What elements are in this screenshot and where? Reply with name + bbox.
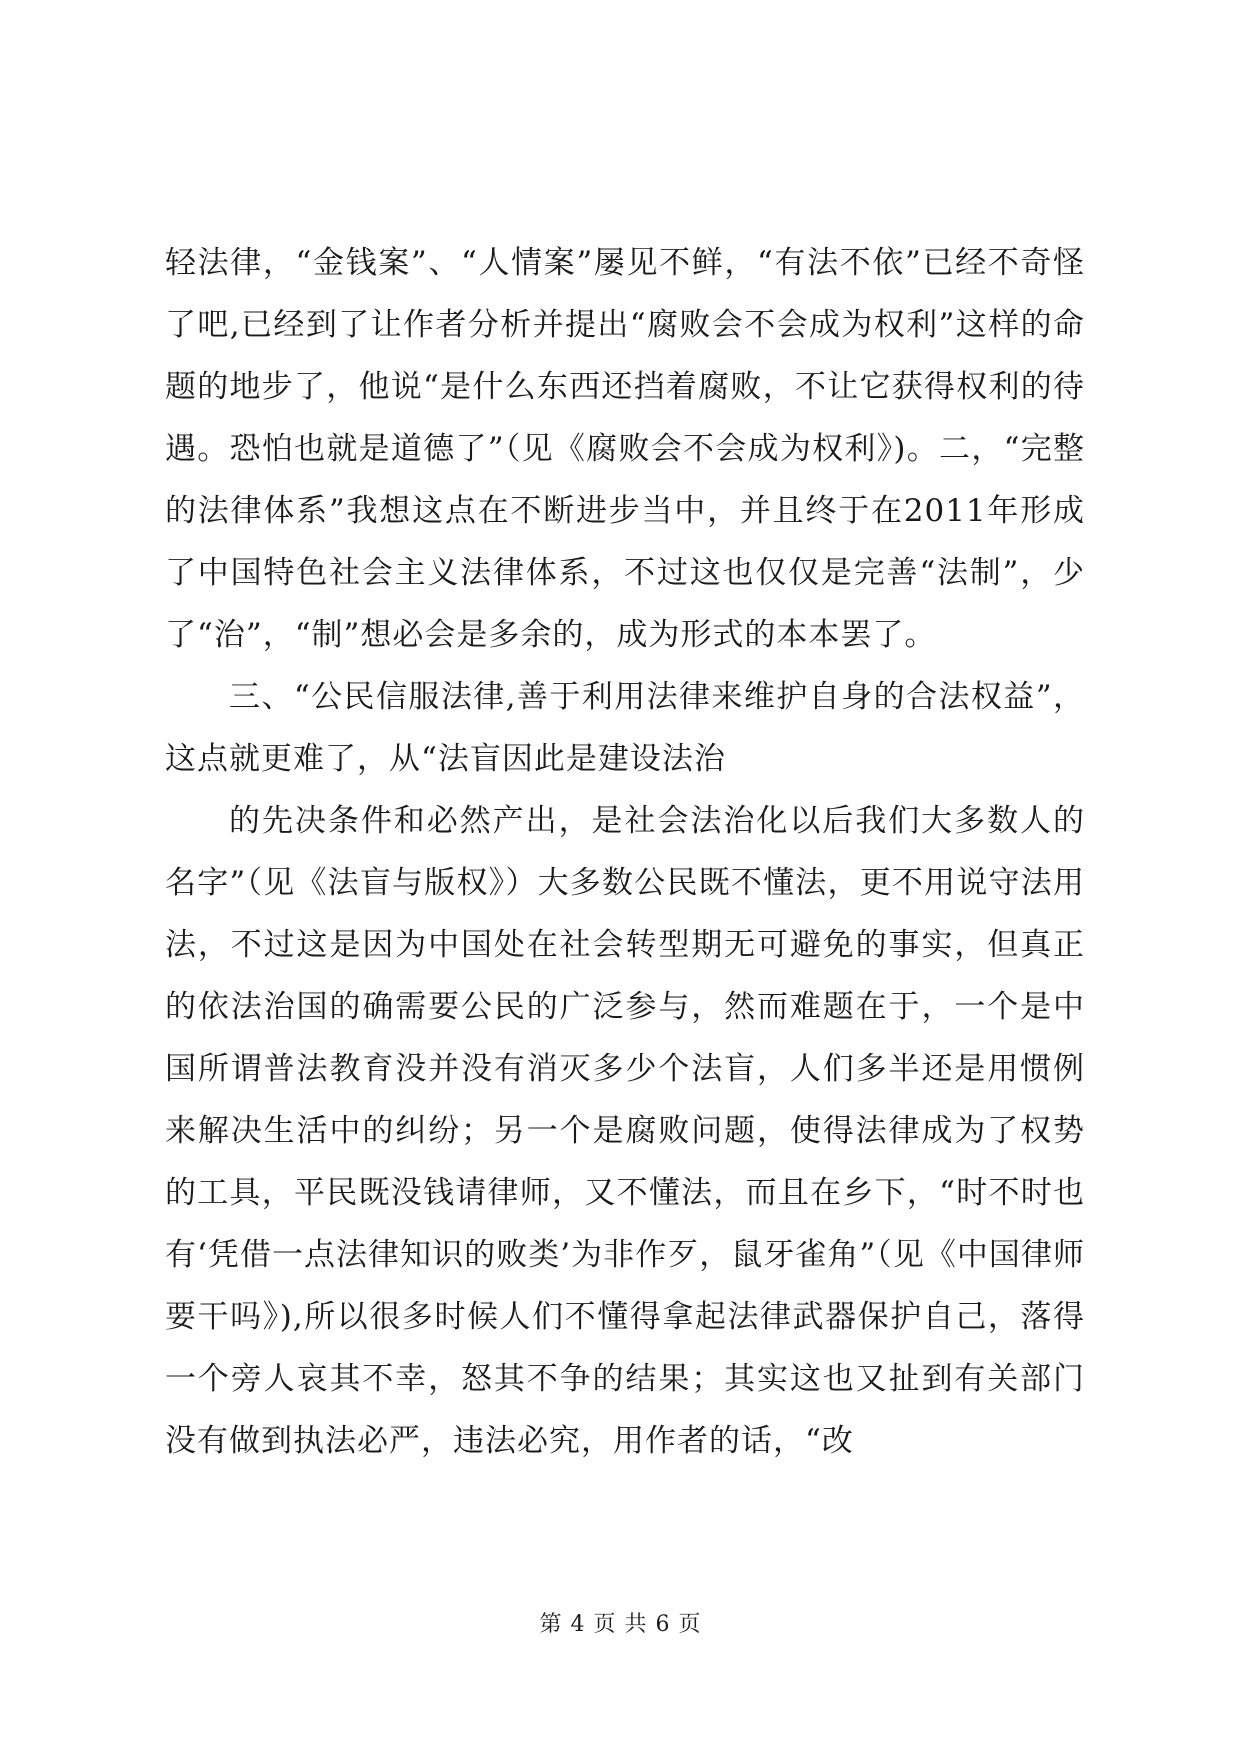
paragraph-2: 三、“公民信服法律,善于利用法律来维护自身的合法权益”，这点就更难了，从“法盲因此是建设法治 [165,679,1085,777]
document-body [165,232,1085,1472]
paragraph-1: 轻法律，“金钱案”、“人情案”屡见不鲜，“有法不依”已经不奇怪了吧,已经到了让作者分析并提出“腐败会不会成为权利”这样的命题的地步了，他说“是什么东西还挡着腐败，不让它获得权利的待遇。恐怕也就是道德了”（见《腐败会不会成为权利》)。二，“完整的法律体系”我想这点在不断进步当中，并且终于在2011年形成了中国特色社会主义法律体系，不过这也仅仅是完善“法制”，少了“治”，“制”想必会是多余的，成为形式的本本罢了。 [165,245,1085,653]
paragraph-3: 的先决条件和必然产出，是社会法治化以后我们大多数人的名字”（见《法盲与版权》）大多数公民既不懂法，更不用说守法用法，不过这是因为中国处在社会转型期无可避免的事实，但真正的依法治国的确需要公民的广泛参与，然而难题在于，一个是中国所谓普法教育没并没有消灭多少个法盲，人们多半还是用惯例来解决生活中的纠纷；另一个是腐败问题，使得法律成为了权势的工具，平民既没钱请律师，又不懂法，而且在乡下，“时不时也有‘凭借一点法律知识的败类’为非作歹，鼠牙雀角”（见《中国律师要干吗》),所以很多时候人们不懂得拿起法律武器保护自己，落得一个旁人哀其不幸，怒其不争的结果；其实这也又扯到有关部门没有做到执法必严，违法必究，用作者的话，“改 [165,803,1085,1459]
page-number-footer: 第 4 页 共 6 页 [539,1612,702,1637]
